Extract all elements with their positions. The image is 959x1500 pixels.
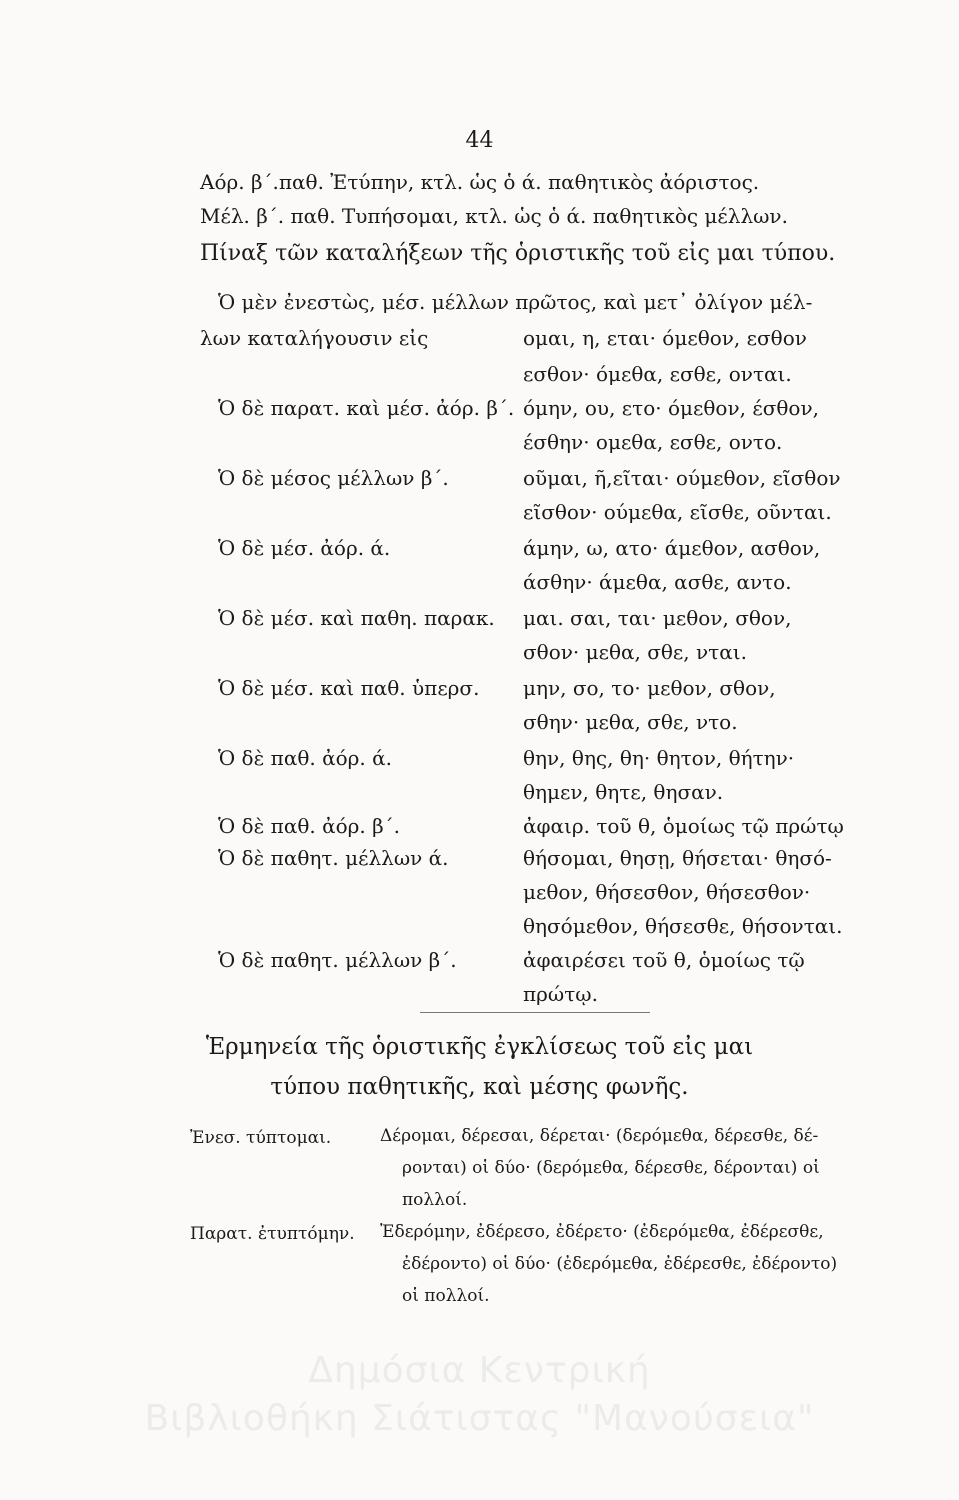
table-row-ending: ἀφαιρ. τοῦ θ, ὁμοίως τῷ πρώτῳ [523, 814, 844, 838]
ending-line: ομαι, η, εται· όμεθον, εσθον [523, 326, 807, 350]
ending-line: εσθον· όμεθα, εσθε, ονται. [523, 362, 792, 386]
table-row-ending: θησόμεθον, θήσεσθε, θήσονται. [523, 914, 843, 938]
table-row-label: Ὁ δὲ μέσ. καὶ παθη. παρακ. [218, 606, 495, 630]
intro-line: Ὁ μὲν ἐνεστὼς, μέσ. μέλλων πρῶτος, καὶ μετ᾽ ὀλίγον μέλ- [218, 290, 813, 314]
table-row-ending: μεθον, θήσεσθον, θήσεσθον· [523, 880, 811, 904]
example-text: πολλοί. [402, 1190, 468, 1210]
table-row-ending: όμην, ου, ετο· όμεθον, έσθον, [523, 396, 819, 420]
table-row-label: Ὁ δὲ παρατ. καὶ μέσ. ἀόρ. β΄. [218, 396, 515, 420]
table-row-ending: σθον· μεθα, σθε, νται. [523, 640, 747, 664]
table-row-label: Ὁ δὲ παθητ. μέλλων β΄. [218, 948, 457, 972]
intro-line: Μέλ. β΄. παθ. Τυπήσομαι, κτλ. ὡς ὁ ά. παθητικὸς μέλλων. [200, 204, 788, 228]
page-number: 44 [465, 128, 494, 153]
table-row-ending: θήσομαι, θησῃ, θήσεται· θησό- [523, 846, 832, 870]
intro-line: λων καταλήγουσιν εἰς [200, 326, 429, 350]
example-text: Ἐδερόμην, ἐδέρεσο, ἐδέρετο· (ἐδερόμεθα, ἐδέρεσθε, [380, 1222, 824, 1242]
table-row-ending: θην, θης, θη· θητον, θήτην· [523, 746, 795, 770]
table-row-ending: εῖσθον· ούμεθα, εῖσθε, οῦνται. [523, 500, 832, 524]
intro-line: Αόρ. β΄.παθ. Ἐτύπην, κτλ. ὡς ὁ ά. παθητικὸς ἀόριστος. [200, 170, 760, 194]
library-watermark: Βιβλιοθήκη Σιάτιστας "Μανούσεια" [144, 1398, 815, 1439]
table-row-label: Ὁ δὲ μέσ. ἀόρ. ά. [218, 536, 391, 560]
section-heading: τύπου παθητικῆς, καὶ μέσης φωνῆς. [270, 1074, 689, 1100]
example-text: Δέρομαι, δέρεσαι, δέρεται· (δερόμεθα, δέρεσθε, δέ- [380, 1126, 819, 1146]
table-row-ending: μην, σο, το· μεθον, σθον, [523, 676, 776, 700]
table-row-ending: άσθην· άμεθα, ασθε, αντο. [523, 570, 792, 594]
table-row-ending: έσθην· ομεθα, εσθε, οντο. [523, 430, 783, 454]
table-row-ending: άμην, ω, ατο· άμεθον, ασθον, [523, 536, 821, 560]
library-watermark: Δημόσια Κεντρική [308, 1350, 651, 1391]
example-text: ἐδέροντο) οἱ δύο· (ἐδερόμεθα, ἐδέρεσθε, ἐδέροντο) [402, 1254, 838, 1274]
example-text: ρονται) οἱ δύο· (δερόμεθα, δέρεσθε, δέρονται) οἱ [402, 1158, 820, 1178]
table-row-label: Ὁ δὲ παθητ. μέλλων ά. [218, 846, 449, 870]
example-label: Ἐνεσ. τύπτομαι. [190, 1128, 332, 1148]
table-row-ending: οῦμαι, ῆ,εῖται· ούμεθον, εῖσθον [523, 466, 841, 490]
table-row-ending: ἀφαιρέσει τοῦ θ, ὁμοίως τῷ [523, 948, 805, 972]
table-row-label: Ὁ δὲ παθ. ἀόρ. ά. [218, 746, 392, 770]
table-row-ending: θημεν, θητε, θησαν. [523, 780, 724, 804]
table-row-label: Ὁ δὲ μέσ. καὶ παθ. ὑπερσ. [218, 676, 480, 700]
table-row-label: Ὁ δὲ μέσος μέλλων β΄. [218, 466, 449, 490]
table-row-ending: πρώτῳ. [523, 982, 598, 1006]
example-text: οἱ πολλοί. [402, 1286, 490, 1306]
table-row-ending: μαι. σαι, ται· μεθον, σθον, [523, 606, 792, 630]
section-heading: Ἑρμηνεία τῆς ὁριστικῆς ἐγκλίσεως τοῦ εἰς μαι [205, 1034, 754, 1060]
section-divider [420, 1012, 650, 1013]
table-row-label: Ὁ δὲ παθ. ἀόρ. β΄. [218, 814, 401, 838]
example-label: Παρατ. ἐτυπτόμην. [190, 1224, 355, 1244]
table-title: Πίναξ τῶν καταλήξεων τῆς ὁριστικῆς τοῦ εἰς μαι τύπου. [200, 241, 836, 266]
table-row-ending: σθην· μεθα, σθε, ντο. [523, 710, 738, 734]
